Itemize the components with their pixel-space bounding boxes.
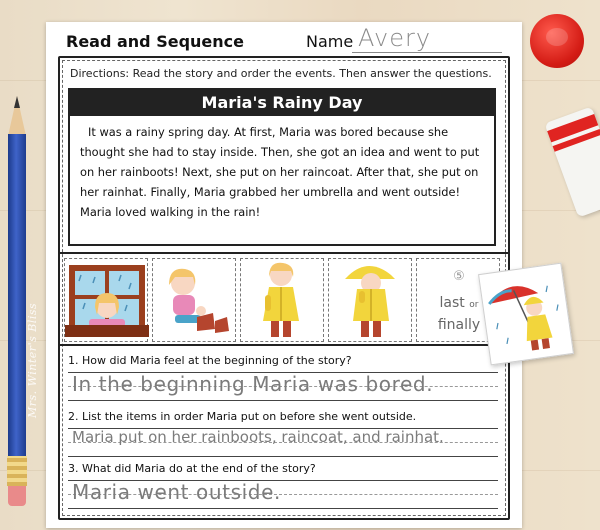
story-title: Maria's Rainy Day: [70, 90, 494, 116]
worksheet-title: Read and Sequence: [66, 32, 244, 51]
answer-1[interactable]: In the beginning Maria was bored.: [72, 372, 434, 396]
pencil-ferrule: [7, 456, 27, 486]
sequence-picture-rainboots[interactable]: [152, 258, 236, 342]
story-text: It was a rainy spring day. At first, Maria was bored because she thought she had to stay inside. Then, she got an idea and went to put on her rainboots! Next, she put on her raincoat. After that, she put on her rainhat. Finally, Maria grabbed her umbrella and went outside! Maria loved walking in the rain!: [80, 125, 480, 219]
cutout-card-umbrella[interactable]: [478, 263, 574, 366]
pencil-tip-icon: [8, 96, 26, 136]
watermark: Mrs. Winter's Bliss: [26, 302, 39, 418]
glue-stick: [544, 106, 600, 217]
umbrella-girl-icon: [479, 263, 575, 366]
directions: Directions: Read the story and order the events. Then answer the questions.: [70, 67, 492, 80]
pencil: [8, 96, 26, 506]
sequence-or: or: [469, 300, 479, 310]
marker-cap: [530, 14, 584, 68]
story-box: [68, 88, 496, 246]
name-value[interactable]: Avery: [358, 24, 432, 52]
pencil-body: [8, 134, 26, 456]
question-1: 1. How did Maria feel at the beginning of the story?: [68, 354, 352, 367]
rainboots-icon: [153, 259, 237, 343]
sequence-finally-word: finally: [437, 317, 481, 333]
sequence-number: ⑤: [453, 269, 465, 284]
sequence-row: [60, 252, 508, 346]
raincoat-icon: [241, 259, 325, 343]
answer-2[interactable]: Maria put on her rainboots, raincoat, and rainhat.: [72, 428, 444, 446]
worksheet: [46, 22, 522, 528]
rainhat-icon: [329, 259, 413, 343]
sequence-last-word: last: [439, 295, 465, 311]
name-label: Name: [306, 32, 354, 51]
question-3: 3. What did Maria do at the end of the story?: [68, 462, 316, 475]
name-line: [352, 52, 502, 53]
bored-at-window-icon: [65, 259, 149, 343]
worksheet-frame: [58, 56, 510, 520]
answer-3[interactable]: Maria went outside.: [72, 480, 281, 504]
sequence-picture-rainhat[interactable]: [328, 258, 412, 342]
sequence-picture-window[interactable]: [64, 258, 148, 342]
pencil-eraser: [8, 486, 26, 506]
sequence-picture-raincoat[interactable]: [240, 258, 324, 342]
question-2: 2. List the items in order Maria put on before she went outside.: [68, 410, 417, 423]
